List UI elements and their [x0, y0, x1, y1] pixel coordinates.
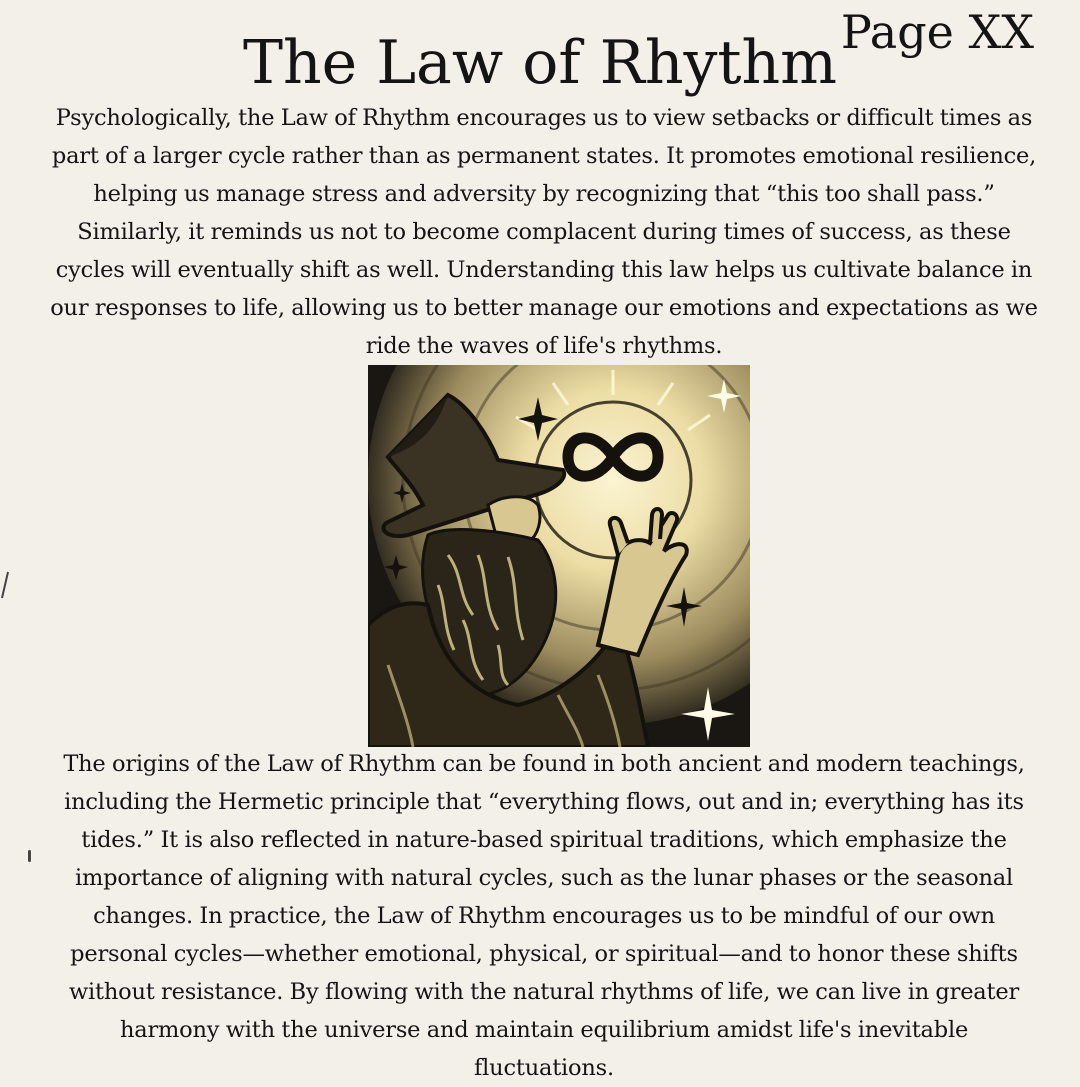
page-title: The Law of Rhythm	[242, 28, 838, 98]
wizard-infinity-icon	[368, 365, 750, 747]
origins-paragraph: The origins of the Law of Rhythm can be found in both ancient and modern teachings, including the Hermetic principle that “everything flows, out and in; everything has its tides.” It is also reflected in nature-based spiritual traditions, which emphasize the importance of aligning with natural cycles, such as the lunar phases or the seasonal changes. In practice, the Law of Rhythm encourages us to be mindful of our own personal cycles—whether emotional, physical, or spiritual—and to honor these shifts without resistance. By flowing with the natural rhythms of life, we can live in greater harmony with the universe and maintain equilibrium amidst life's inevitable fluctuations.	[63, 751, 1025, 1081]
intro-paragraph: Psychologically, the Law of Rhythm encourages us to view setbacks or difficult times as part of a larger cycle rather than as permanent states. It promotes emotional resilience, helping us manage stress and adversity by recognizing that “this too shall pass.” Similarly, it reminds us not to become complacent during times of success, as these cycles will eventually shift as well. Understanding this law helps us cultivate balance in our responses to life, allowing us to better manage our emotions and expectations as we ride the waves of life's rhythms.	[50, 105, 1038, 359]
margin-dot-mark	[28, 850, 31, 862]
page-number-label: Page XX	[840, 5, 1034, 59]
wizard-illustration	[368, 365, 750, 747]
margin-stroke-mark	[0, 570, 10, 600]
